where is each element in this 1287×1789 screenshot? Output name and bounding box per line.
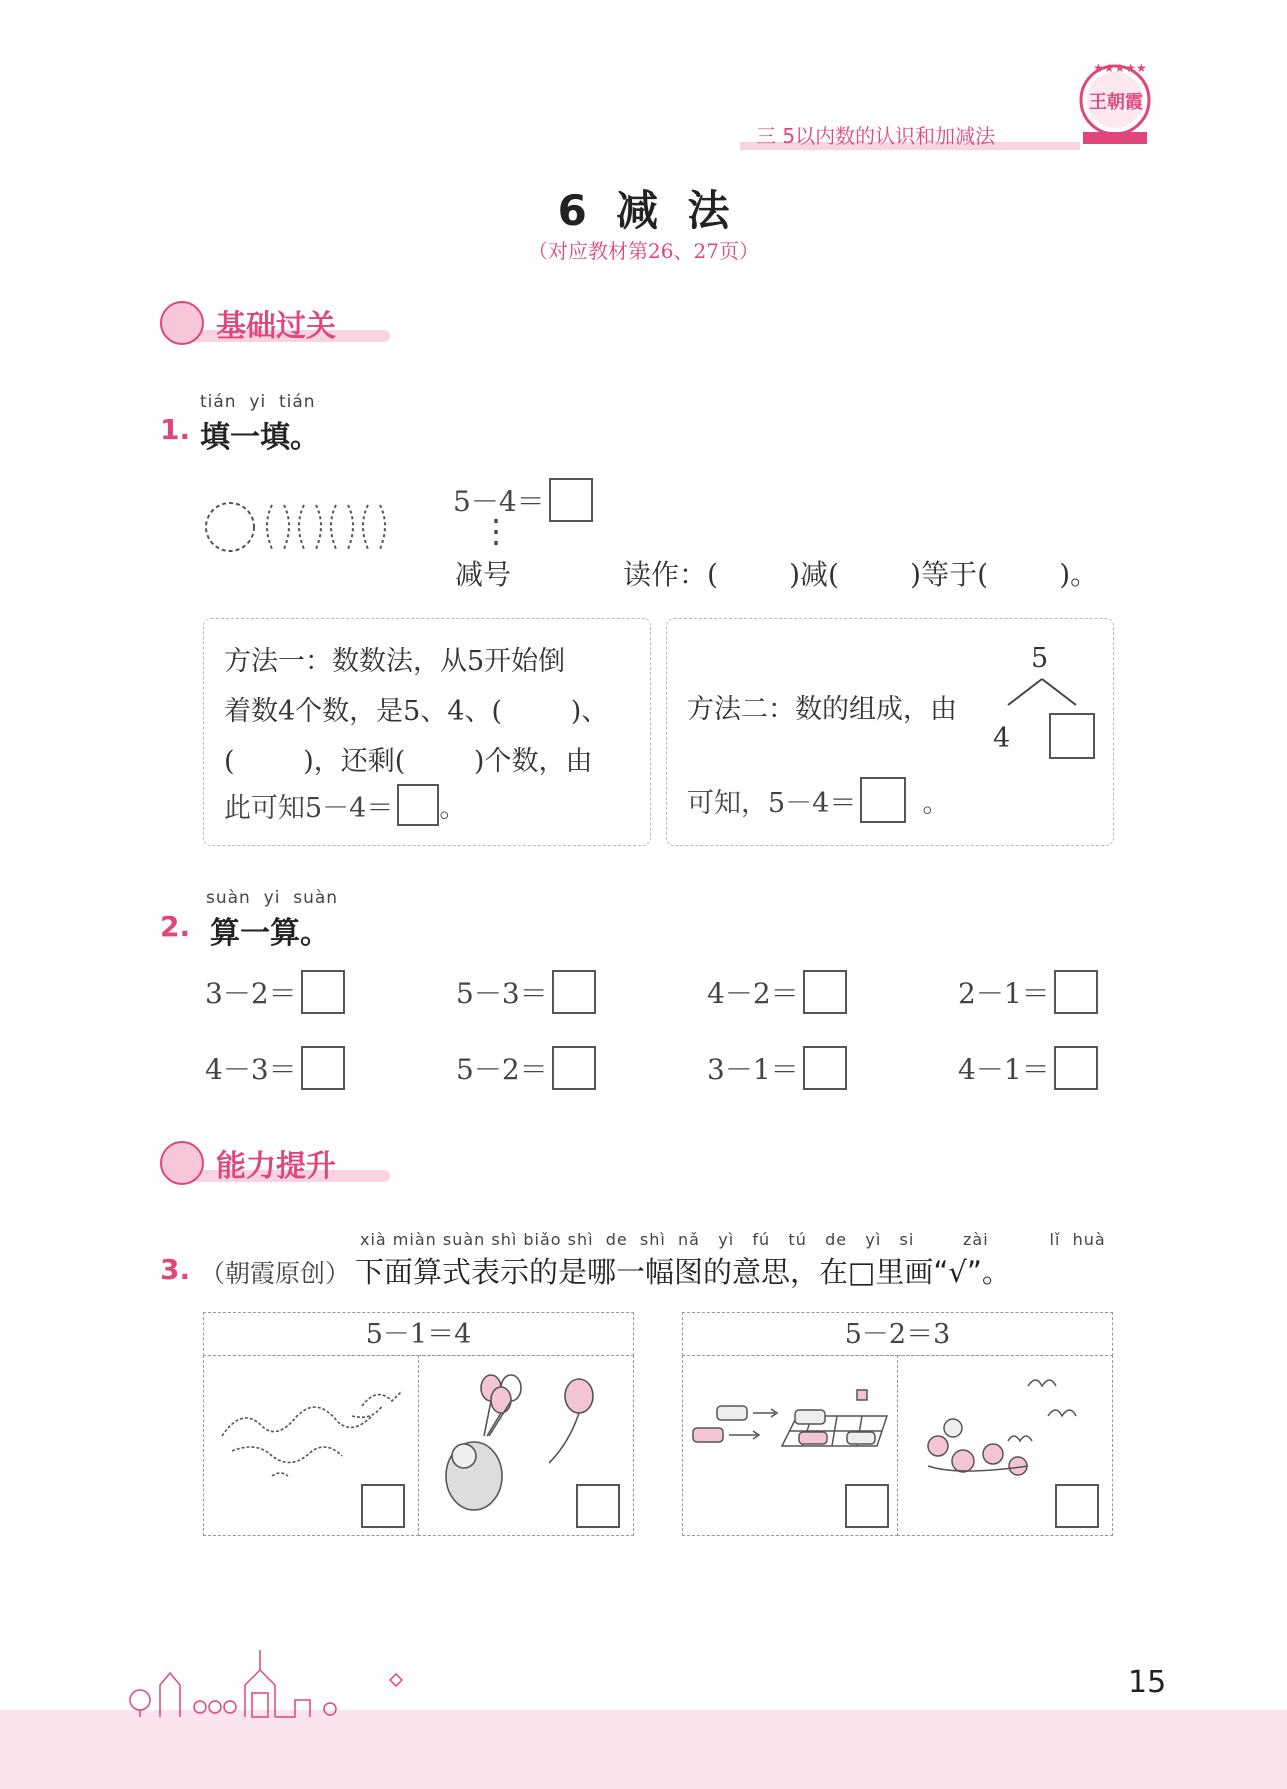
logo-text: 王朝霞 [1089,92,1143,113]
section-basic [160,300,400,346]
method1-line2: 着数4个数，是5、4、( )、 [224,696,609,727]
q2-answer-box[interactable] [552,970,596,1014]
method2-left-number: 4 [993,723,1011,754]
q2-item-text: 5－3＝ [456,977,548,1010]
method2-line1: 方法二：数的组成，由 [687,694,957,725]
method2-period: 。 [922,787,950,819]
q1-equation [453,478,593,522]
q1-text: 填一填。 [200,420,320,455]
q2-item-text: 4－2＝ [707,977,799,1010]
q3-option-elephant [418,1355,634,1536]
q3-table-2 [682,1312,1113,1536]
q2-item [707,1046,847,1090]
method2-answer-box[interactable] [860,777,906,823]
q3-check-box[interactable] [845,1484,889,1528]
q1-pinyin: tián yi tián [200,392,316,412]
q2-item [205,1046,345,1090]
publisher-logo [1075,60,1155,150]
q2-number: 2. [160,910,191,943]
girl-mascot-icon [160,301,204,345]
q2-item [958,1046,1098,1090]
q3-check-box[interactable] [361,1484,405,1528]
q3-option-flowers [897,1355,1113,1536]
q3-source: （朝霞原创） [200,1259,351,1288]
q2-item [958,970,1098,1014]
q2-pinyin: suàn yi suàn [206,888,339,908]
q2-item-text: 4－1＝ [958,1053,1050,1086]
q2-answer-box[interactable] [552,1046,596,1090]
q3-option-cars [682,1355,898,1536]
method1-line3: ( )，还剩( )个数，由 [224,746,593,777]
q1-minus-label: 减号 [455,558,512,591]
q2-item [456,1046,596,1090]
flowers-butterflies-picture [908,1366,1108,1486]
chapter-title: 三 5以内数的认识和加减法 [756,124,996,148]
q3-number: 3. [160,1253,191,1286]
footer-castle-decoration [120,1645,420,1720]
q2-answer-box[interactable] [803,1046,847,1090]
q1-read-as: 读作：( )减( )等于( )。 [623,558,1099,591]
q2-item [456,970,596,1014]
q2-answer-box[interactable] [301,1046,345,1090]
q3-check-box[interactable] [576,1484,620,1528]
q2-answer-box[interactable] [1054,1046,1098,1090]
q2-answer-box[interactable] [301,970,345,1014]
method2-top-number: 5 [1031,643,1049,674]
q3-text: 下面算式表示的是哪一幅图的意思，在□里画“√”。 [355,1255,1011,1289]
apple-picture [200,495,410,555]
boy-mascot-icon [160,1141,204,1185]
method2-composition-box[interactable] [1049,713,1095,759]
q2-item-text: 5－2＝ [456,1053,548,1086]
q3-pinyin: xià miàn suàn shì biǎo shì de shì nǎ yì fú tú de yì si zài lǐ huà [360,1230,1106,1249]
q1-number: 1. [160,413,191,446]
method1-line1: 方法一：数数法，从5开始倒 [224,646,566,677]
section-advanced-label: 能力提升 [216,1149,336,1184]
page-title: 6 减 法 [557,186,730,235]
header-chapter-bar [740,120,1080,150]
method2-line2 [687,777,949,823]
q2-item-text: 4－3＝ [205,1053,297,1086]
svg-text:★★★★★: ★★★★★ [1093,61,1147,75]
method1-box [203,618,651,846]
method1-period: 。 [439,792,467,824]
q2-text: 算一算。 [210,916,330,951]
q2-item-text: 3－1＝ [707,1053,799,1086]
composition-branch-lines [1002,677,1082,707]
page-number: 15 [1128,1665,1167,1700]
q2-item-text: 2－1＝ [958,977,1050,1010]
q3-table-1 [203,1312,634,1536]
q1-dots: ⋮ [480,512,512,550]
q2-item [707,970,847,1014]
page-subtitle: （对应教材第26、27页） [528,239,759,263]
q2-item-text: 3－2＝ [205,977,297,1010]
q1-answer-box[interactable] [549,478,593,522]
q2-item [205,970,345,1014]
q3-table-2-header: 5－2＝3 [682,1312,1113,1356]
q3-check-box[interactable] [1055,1484,1099,1528]
method1-answer-box[interactable] [397,784,439,826]
q3-option-swans [203,1355,419,1536]
q1-equation-text: 5－4＝ [453,485,545,518]
q3-table-1-header: 5－1＝4 [203,1312,634,1356]
section-basic-label: 基础过关 [216,309,336,344]
method1-line4-text: 此可知5－4＝ [224,792,394,824]
method2-line2-text: 可知，5－4＝ [687,787,857,819]
swans-picture [212,1376,412,1486]
method1-line4 [224,784,466,826]
method2-box [666,618,1114,846]
footer-band [0,1710,1287,1789]
section-advanced [160,1140,400,1186]
q2-answer-box[interactable] [1054,970,1098,1014]
cars-parking-picture [687,1386,897,1476]
q2-answer-box[interactable] [803,970,847,1014]
